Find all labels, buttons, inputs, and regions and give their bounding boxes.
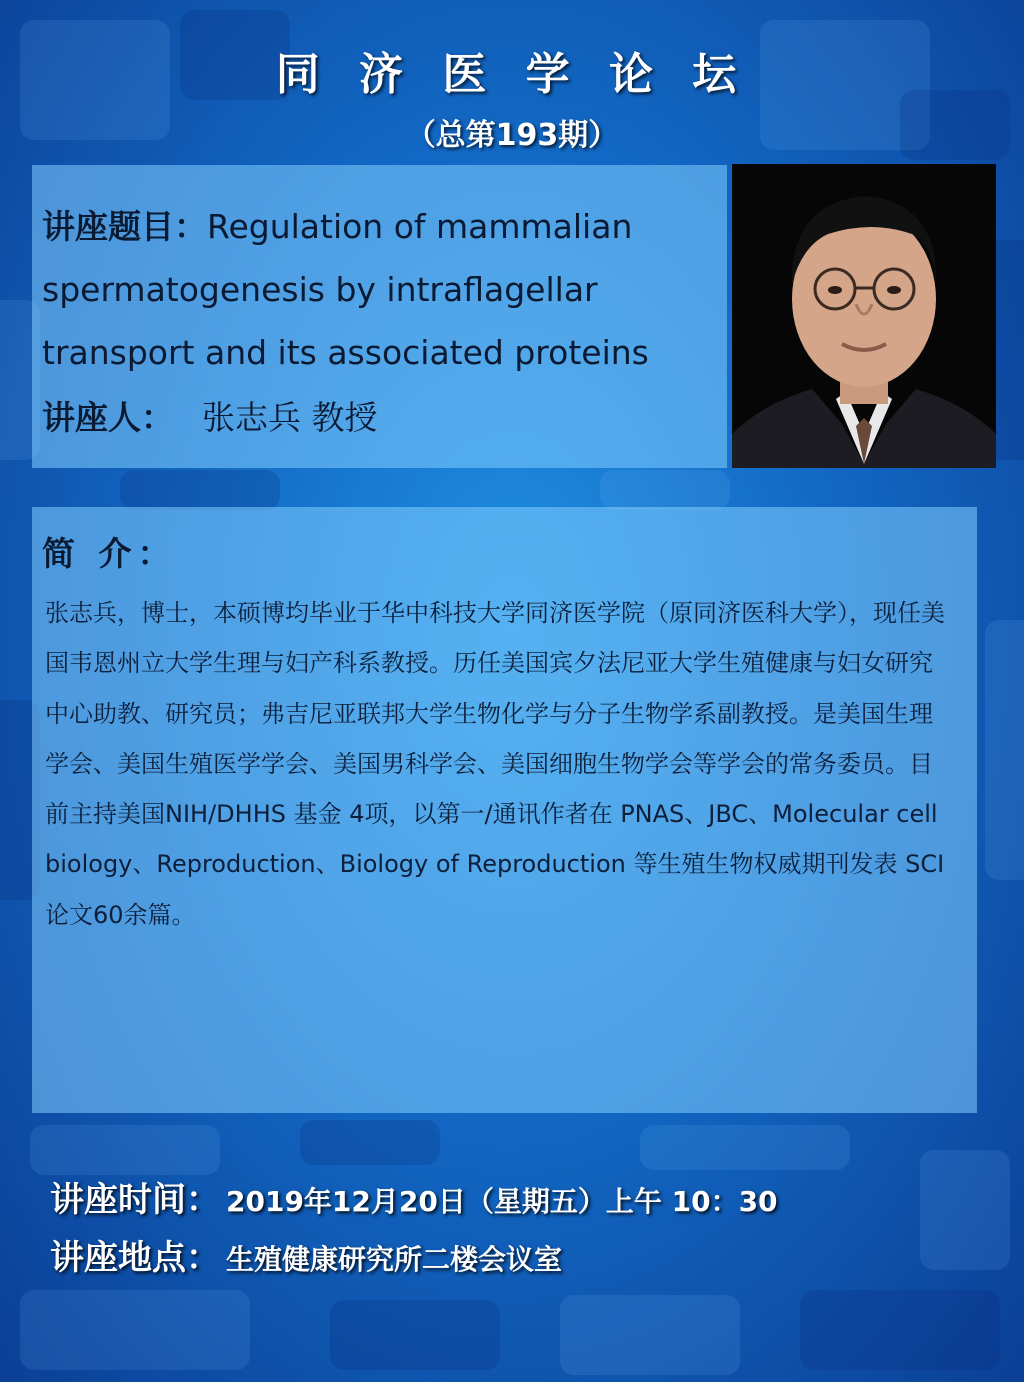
speaker-label: 讲座人： <box>42 398 174 437</box>
issue-number: （总第193期） <box>405 118 619 153</box>
lecture-place <box>50 1230 1000 1279</box>
intro-paragraph: 张志兵，博士，本硕博均毕业于华中科技大学同济医学院（原同济医科大学），现任美国韦恩州立大学生理与妇产科系教授。历任美国宾夕法尼亚大学生殖健康与妇女研究中心助教、研究员；弗吉尼亚联邦大学生物化学与分子生物学系副教授。是美国生理学会、美国生殖医学学会、美国男科学会、美国细胞生物学会等学会的常务委员。目前主持美国NIH/DHHS 基金 4项，以第一/通讯作者在 PNAS、JBC、Molecular cell biology、Reproduction、Biology of Reproduction 等生殖生物权威期刊发表 SCI 论文60余篇。 <box>45 599 945 929</box>
place-label: 讲座地点： <box>50 1238 220 1278</box>
time-label: 讲座时间： <box>50 1180 220 1220</box>
intro-heading: 简 介： <box>42 534 177 573</box>
lecture-speaker <box>42 393 692 443</box>
topic-label: 讲座题目： <box>42 207 207 246</box>
lecture-time <box>50 1172 1000 1221</box>
place-value: 生殖健康研究所二楼会议室 <box>226 1243 563 1276</box>
lecture-topic <box>42 195 692 384</box>
topic-text: Regulation of mammalian spermatogenesis by intraflagellar transport and its associated proteins <box>42 207 649 372</box>
speaker-name: 张志兵 教授 <box>202 398 378 437</box>
speaker-photo <box>732 164 996 468</box>
page-title: 同 济 医 学 论 坛 <box>275 49 749 100</box>
time-value: 2019年12月20日（星期五）上午 10：30 <box>226 1185 778 1218</box>
